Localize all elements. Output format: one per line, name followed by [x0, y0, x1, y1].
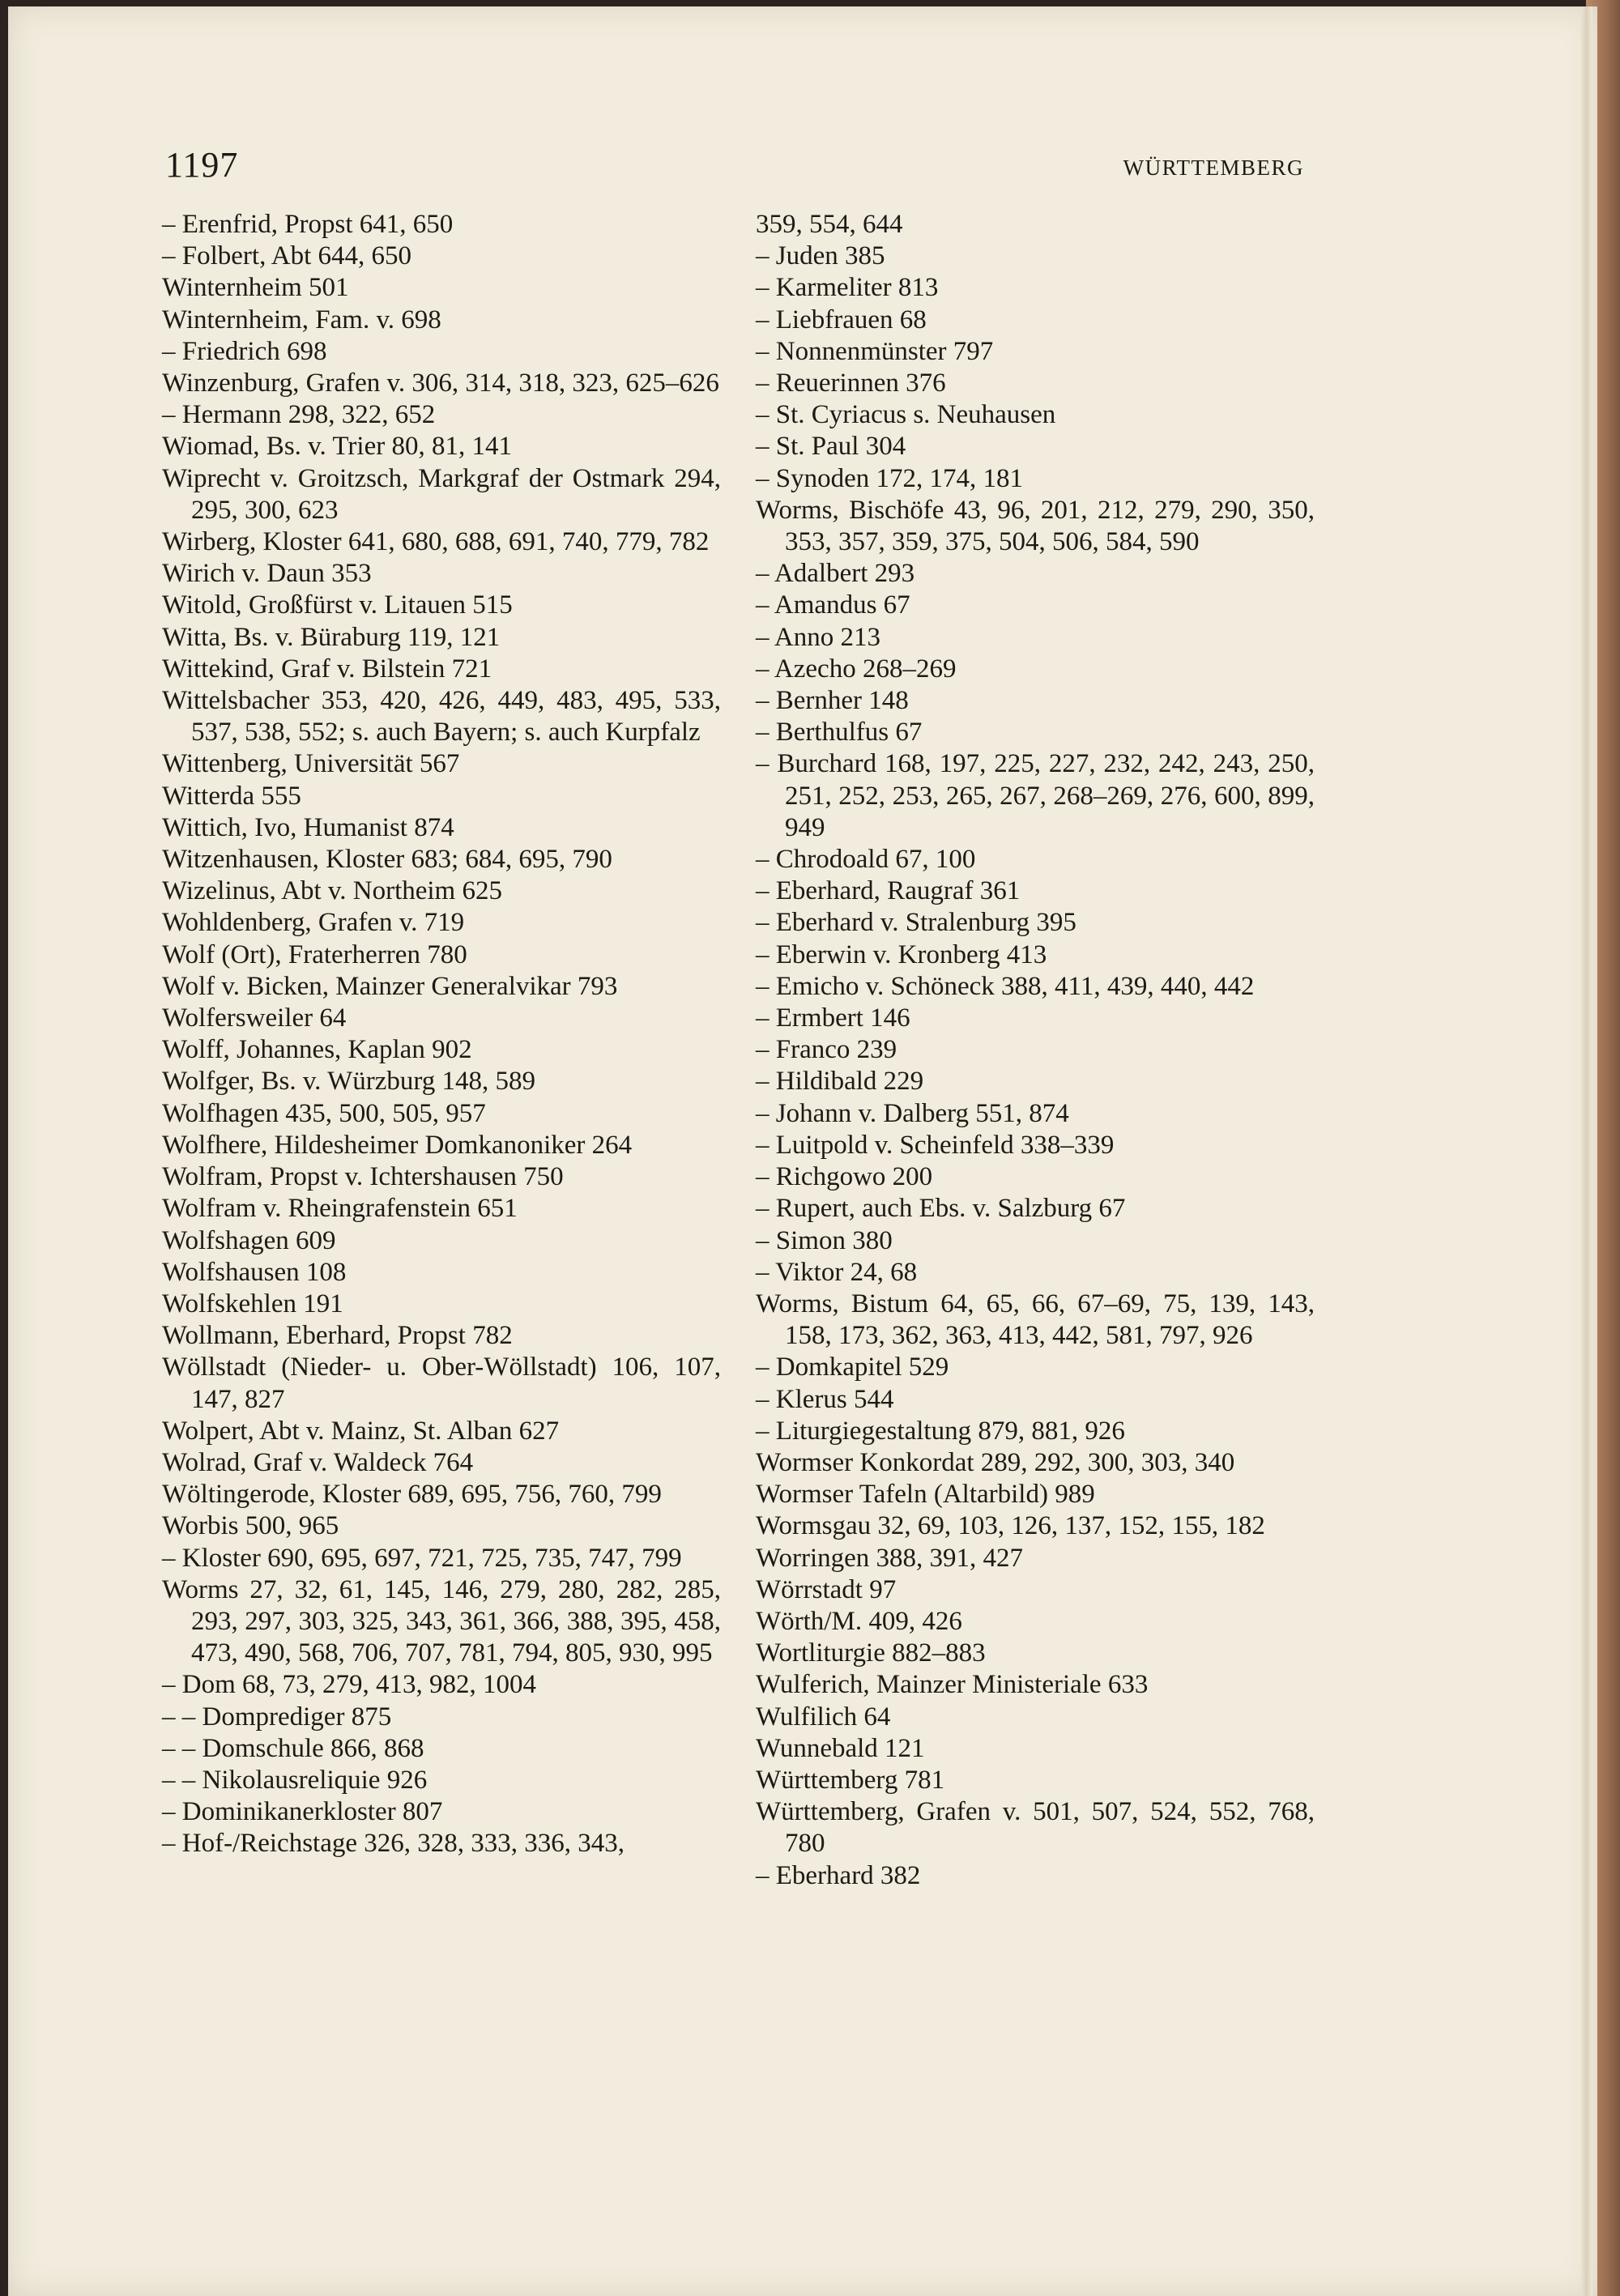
index-entry: Wollmann, Eberhard, Propst 782: [162, 1321, 513, 1351]
index-entry: – Burchard 168, 197, 225, 227, 232, 242, 243, 250, 251, 252, 253, 265, 267, 268–269, 276, 600, 899, 949: [756, 749, 1315, 842]
index-entry: Württemberg 781: [756, 1765, 945, 1795]
index-entry: – Hermann 298, 322, 652: [162, 400, 436, 430]
index-entry: – Kloster 690, 695, 697, 721, 725, 735, 747, 799: [162, 1543, 682, 1573]
index-entry: 359, 554, 644: [756, 210, 903, 239]
index-entry: – Synoden 172, 174, 181: [756, 463, 1023, 493]
index-entry: Wittelsbacher 353, 420, 426, 449, 483, 495, 533, 537, 538, 552; s. auch Bayern; s. auch Kurpfalz: [162, 686, 721, 748]
index-entry: Wormsgau 32, 69, 103, 126, 137, 152, 155, 182: [756, 1511, 1265, 1541]
index-entry: – Adalbert 293: [756, 559, 915, 589]
index-entry: – Amandus 67: [756, 590, 910, 620]
index-entry: Wörth/M. 409, 426: [756, 1606, 962, 1636]
index-entry: – Viktor 24, 68: [756, 1257, 918, 1287]
index-entry: Wohldenberg, Grafen v. 719: [162, 908, 465, 938]
index-entry: Wormser Tafeln (Altarbild) 989: [756, 1480, 1095, 1510]
index-entry: Witzenhausen, Kloster 683; 684, 695, 790: [162, 845, 612, 875]
index-entry: – St. Cyriacus s. Neuhausen: [756, 400, 1056, 430]
index-entry: Wittenberg, Universität 567: [162, 749, 460, 779]
index-entry: Wolfram v. Rheingrafenstein 651: [162, 1194, 518, 1224]
index-entry: Wolff, Johannes, Kaplan 902: [162, 1035, 472, 1065]
index-entry: – Folbert, Abt 644, 650: [162, 241, 412, 271]
index-entry: Worbis 500, 965: [162, 1511, 339, 1541]
index-entry: – Franco 239: [756, 1035, 897, 1065]
index-entry: Wormser Konkordat 289, 292, 300, 303, 340: [756, 1447, 1235, 1477]
index-entry: Wolf (Ort), Fraterherren 780: [162, 939, 467, 969]
index-entry: – Dominikanerkloster 807: [162, 1797, 443, 1827]
index-entry: – – Nikolausreliquie 926: [162, 1765, 428, 1795]
index-entry: Wunnebald 121: [756, 1733, 925, 1763]
index-entry: Worringen 388, 391, 427: [756, 1543, 1024, 1573]
index-entry: Wolfskehlen 191: [162, 1289, 343, 1318]
index-entry: Wulfilich 64: [756, 1702, 891, 1732]
index-entry: – Karmeliter 813: [756, 273, 939, 303]
index-entry: Worms 27, 32, 61, 145, 146, 279, 280, 282, 285, 293, 297, 303, 325, 343, 361, 366, 388, 395, 458, 473, 490, 568, 706, 707, 781, 794, 805, 930, 995: [162, 1574, 721, 1668]
index-entry: Witterda 555: [162, 781, 301, 811]
index-entry: Wolfger, Bs. v. Würzburg 148, 589: [162, 1067, 536, 1097]
page-stack-edge: [1581, 6, 1592, 2296]
index-entry: Witta, Bs. v. Büraburg 119, 121: [162, 622, 501, 652]
index-entry: – Klerus 544: [756, 1384, 894, 1414]
index-entry: Wirberg, Kloster 641, 680, 688, 691, 740, 779, 782: [162, 527, 710, 557]
index-entry: Wolfhagen 435, 500, 505, 957: [162, 1098, 486, 1128]
index-entry: Worms, Bischöfe 43, 96, 201, 212, 279, 290, 350, 353, 357, 359, 375, 504, 506, 584, 590: [756, 495, 1315, 557]
index-entry: Wortliturgie 882–883: [756, 1638, 986, 1668]
index-entry: Wulferich, Mainzer Ministeriale 633: [756, 1670, 1149, 1700]
index-entry: Wöltingerode, Kloster 689, 695, 756, 760, 799: [162, 1480, 662, 1510]
index-entry: Wöllstadt (Nieder- u. Ober-Wöllstadt) 106, 107, 147, 827: [162, 1352, 721, 1414]
index-entry: – Eberhard 382: [756, 1860, 921, 1890]
index-entry: Winzenburg, Grafen v. 306, 314, 318, 323, 625–626: [162, 368, 719, 398]
index-entry: Wolfersweiler 64: [162, 1003, 347, 1033]
index-entry: Wolfhere, Hildesheimer Domkanoniker 264: [162, 1130, 633, 1160]
running-head: [154, 144, 1304, 193]
index-entry: – Berthulfus 67: [756, 718, 923, 748]
index-entry: – Domkapitel 529: [756, 1352, 949, 1382]
index-entry: – Johann v. Dalberg 551, 874: [756, 1098, 1069, 1128]
index-entry: Wolrad, Graf v. Waldeck 764: [162, 1447, 474, 1477]
index-entry: Wittich, Ivo, Humanist 874: [162, 812, 454, 842]
index-entry: Worms, Bistum 64, 65, 66, 67–69, 75, 139, 143, 158, 173, 362, 363, 413, 442, 581, 797, 926: [756, 1289, 1315, 1351]
index-entry: Wolfshagen 609: [162, 1225, 336, 1255]
index-entry: – Ermbert 146: [756, 1003, 910, 1033]
index-entry: – Luitpold v. Scheinfeld 338–339: [756, 1130, 1115, 1160]
index-entry: Winternheim 501: [162, 273, 349, 303]
index-entry: – Hof-/Reichstage 326, 328, 333, 336, 343,: [162, 1829, 625, 1859]
index-entry: Wörrstadt 97: [756, 1574, 897, 1604]
index-entry: – St. Paul 304: [756, 432, 906, 462]
index-entry: – Eberhard v. Stralenburg 395: [756, 908, 1076, 938]
index-entry: Wizelinus, Abt v. Northeim 625: [162, 876, 502, 906]
index-entry: – Juden 385: [756, 241, 885, 271]
index-entry: Wolf v. Bicken, Mainzer Generalvikar 793: [162, 971, 618, 1001]
index-entry: – Dom 68, 73, 279, 413, 982, 1004: [162, 1670, 536, 1700]
index-entry: – Eberhard, Raugraf 361: [756, 876, 1021, 906]
index-column-left: [162, 209, 721, 1860]
index-entry: – Simon 380: [756, 1225, 893, 1255]
index-column-right: [756, 209, 1315, 1892]
index-entry: Wolpert, Abt v. Mainz, St. Alban 627: [162, 1416, 560, 1446]
index-entry: Wolfshausen 108: [162, 1257, 347, 1287]
index-entry: Wiprecht v. Groitzsch, Markgraf der Ostmark 294, 295, 300, 623: [162, 463, 721, 525]
index-entry: Wolfram, Propst v. Ichtershausen 750: [162, 1162, 564, 1192]
index-entry: – Eberwin v. Kronberg 413: [756, 939, 1047, 969]
index-entry: Wiomad, Bs. v. Trier 80, 81, 141: [162, 432, 512, 462]
index-entry: – Rupert, auch Ebs. v. Salzburg 67: [756, 1194, 1126, 1224]
index-entry: – – Domschule 866, 868: [162, 1733, 424, 1763]
index-entry: – Emicho v. Schöneck 388, 411, 439, 440, 442: [756, 971, 1255, 1001]
index-entry: – Friedrich 698: [162, 336, 327, 366]
index-entry: Württemberg, Grafen v. 501, 507, 524, 552, 768, 780: [756, 1797, 1315, 1859]
index-entry: – Chrodoald 67, 100: [756, 845, 976, 875]
index-entry: – Liebfrauen 68: [756, 305, 927, 334]
index-entry: Witold, Großfürst v. Litauen 515: [162, 590, 513, 620]
section-title: WÜRTTEMBERG: [1123, 155, 1304, 180]
index-entry: – Anno 213: [756, 622, 881, 652]
index-entry: – Erenfrid, Propst 641, 650: [162, 210, 454, 239]
index-entry: – Nonnenmünster 797: [756, 336, 994, 366]
index-entry: Wirich v. Daun 353: [162, 559, 372, 589]
index-entry: Wittekind, Graf v. Bilstein 721: [162, 654, 492, 684]
index-entry: – Hildibald 229: [756, 1067, 924, 1097]
index-entry: – Liturgiegestaltung 879, 881, 926: [756, 1416, 1125, 1446]
page-number: 1197: [165, 145, 239, 185]
index-entry: – Reuerinnen 376: [756, 368, 946, 398]
index-entry: Winternheim, Fam. v. 698: [162, 305, 441, 334]
index-entry: – – Domprediger 875: [162, 1702, 392, 1732]
index-entry: – Bernher 148: [756, 686, 909, 716]
index-entry: – Azecho 268–269: [756, 654, 957, 684]
index-entry: – Richgowo 200: [756, 1162, 933, 1192]
